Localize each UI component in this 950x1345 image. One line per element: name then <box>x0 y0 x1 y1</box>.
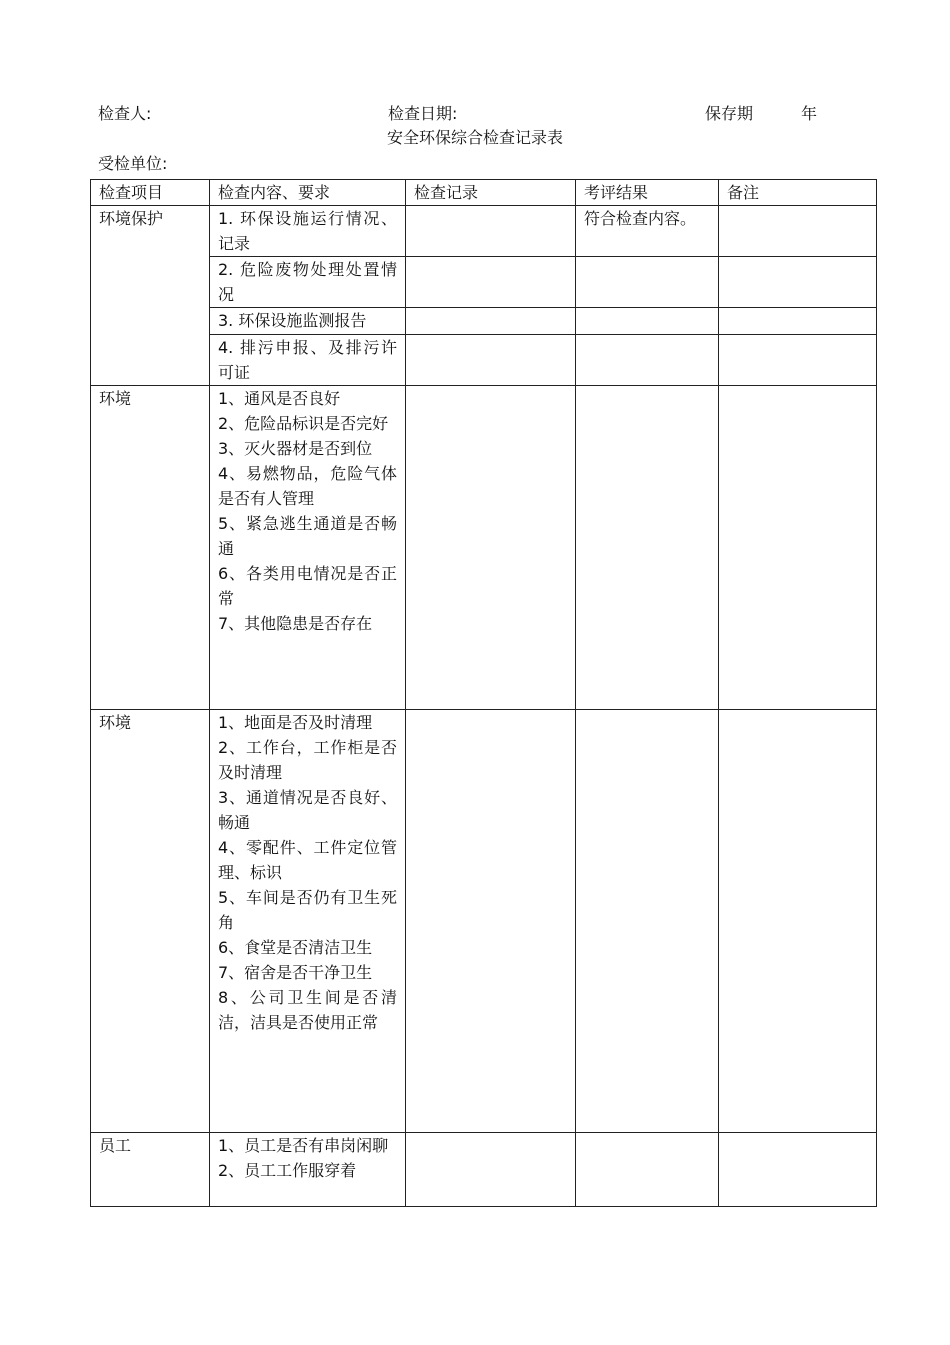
result-cell[interactable] <box>576 1133 719 1207</box>
table-header-row <box>91 180 877 206</box>
remarks-cell[interactable] <box>719 1133 877 1207</box>
column-header-remarks: 备注 <box>719 180 877 206</box>
retention-period-label: 保存期 <box>705 104 754 123</box>
check-item: 6、食堂是否清洁卫生 <box>218 938 373 957</box>
column-header-record: 检查记录 <box>406 180 576 206</box>
column-header-item: 检查项目 <box>91 180 210 206</box>
inspector-label: 检查人: <box>98 104 152 123</box>
category-cell: 环境 <box>91 386 210 710</box>
result-cell[interactable] <box>576 257 719 308</box>
result-cell[interactable] <box>576 335 719 386</box>
check-item: 7、其他隐患是否存在 <box>218 614 373 633</box>
column-header-result: 考评结果 <box>576 180 719 206</box>
table-row <box>91 710 877 1133</box>
inspected-unit-label: 受检单位: <box>98 154 168 173</box>
check-item: 2、工作台，工作柜是否及时清理 <box>218 738 397 782</box>
column-header-content: 检查内容、要求 <box>210 180 406 206</box>
inspection-date-label: 检查日期: <box>388 104 458 123</box>
content-cell <box>210 257 406 308</box>
category-cell: 员工 <box>91 1133 210 1207</box>
content-cell <box>210 335 406 386</box>
result-cell[interactable]: 符合检查内容。 <box>576 206 719 257</box>
remarks-cell[interactable] <box>719 308 877 335</box>
record-cell[interactable] <box>406 206 576 257</box>
check-item: 6、各类用电情况是否正常 <box>218 564 397 608</box>
content-text: 1. 环保设施运行情况、记录 <box>218 209 397 253</box>
content-text: 3. 环保设施监测报告 <box>218 311 367 330</box>
content-cell <box>210 1133 406 1207</box>
inspection-record-table <box>90 179 877 1207</box>
record-cell[interactable] <box>406 257 576 308</box>
year-label: 年 <box>801 104 818 123</box>
result-cell[interactable] <box>576 710 719 1133</box>
remarks-cell[interactable] <box>719 257 877 308</box>
check-item: 3、灭火器材是否到位 <box>218 439 373 458</box>
table-row <box>91 1133 877 1207</box>
check-item: 3、通道情况是否良好、畅通 <box>218 788 397 832</box>
record-cell[interactable] <box>406 335 576 386</box>
check-item: 5、车间是否仍有卫生死角 <box>218 888 397 932</box>
check-item: 2、员工工作服穿着 <box>218 1161 357 1180</box>
remarks-cell[interactable] <box>719 335 877 386</box>
record-cell[interactable] <box>406 710 576 1133</box>
remarks-cell[interactable] <box>719 206 877 257</box>
result-cell[interactable] <box>576 308 719 335</box>
remarks-cell[interactable] <box>719 710 877 1133</box>
record-cell[interactable] <box>406 308 576 335</box>
category-cell: 环境 <box>91 710 210 1133</box>
content-cell <box>210 308 406 335</box>
record-cell[interactable] <box>406 1133 576 1207</box>
remarks-cell[interactable] <box>719 386 877 710</box>
record-cell[interactable] <box>406 386 576 710</box>
result-cell[interactable] <box>576 386 719 710</box>
content-text: 2. 危险废物处理处置情况 <box>218 260 397 304</box>
check-item: 2、危险品标识是否完好 <box>218 414 389 433</box>
content-cell <box>210 386 406 710</box>
table-row <box>91 386 877 710</box>
check-item: 7、宿舍是否干净卫生 <box>218 963 373 982</box>
check-item: 1、地面是否及时清理 <box>218 713 373 732</box>
check-item: 4、易燃物品，危险气体是否有人管理 <box>218 464 397 508</box>
check-item: 1、通风是否良好 <box>218 389 341 408</box>
category-cell: 环境保护 <box>91 206 210 386</box>
table-row <box>91 206 877 257</box>
page-title: 安全环保综合检查记录表 <box>386 128 563 147</box>
check-item: 5、紧急逃生通道是否畅通 <box>218 514 397 558</box>
check-item: 8、公司卫生间是否清洁，洁具是否使用正常 <box>218 988 397 1032</box>
check-item: 1、员工是否有串岗闲聊 <box>218 1136 389 1155</box>
content-cell <box>210 710 406 1133</box>
check-item: 4、零配件、工件定位管理、标识 <box>218 838 397 882</box>
content-cell <box>210 206 406 257</box>
content-text: 4. 排污申报、及排污许可证 <box>218 338 397 382</box>
